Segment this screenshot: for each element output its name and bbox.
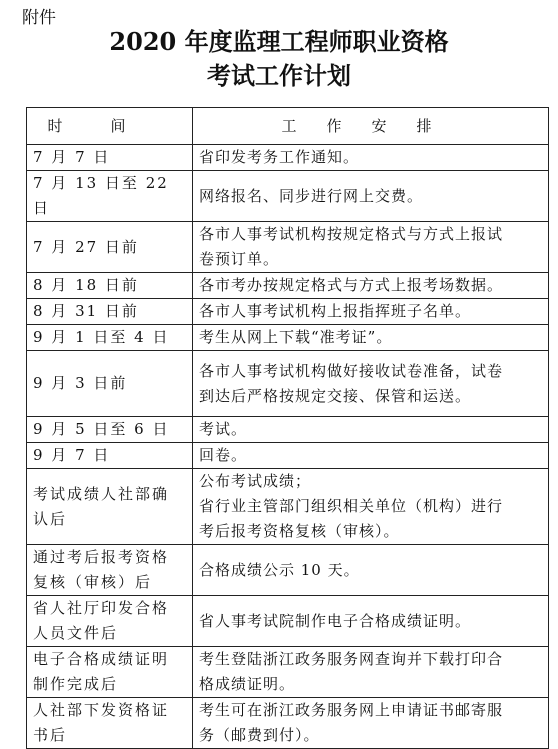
task-text-line: 各市考办按规定格式与方式上报考场数据。: [199, 276, 504, 294]
cell-time: [27, 647, 193, 698]
table-row: [27, 469, 549, 545]
task-text-line: 考生从网上下载“准考证”。: [199, 328, 393, 346]
time-text-line: 复核（审核）后: [33, 573, 153, 591]
cell-task: [193, 171, 549, 222]
document-title-line-2: 考试工作计划: [207, 61, 351, 90]
cell-task: [193, 596, 549, 647]
cell-task: [193, 469, 549, 545]
time-text-line: 7 月 13 日至 22 日: [33, 174, 169, 217]
cell-task: [193, 417, 549, 443]
table-row: [27, 299, 549, 325]
table-row: [27, 145, 549, 171]
cell-task: [193, 351, 549, 417]
table-row: [27, 596, 549, 647]
task-text-line: 各市人事考试机构做好接收试卷准备，试卷: [199, 361, 504, 380]
task-text-line: 回卷。: [199, 446, 248, 464]
time-text-line: 8 月 31 日前: [33, 302, 139, 320]
cell-task: [193, 545, 549, 596]
document-title-line-1: 2020 年度监理工程师职业资格: [109, 27, 449, 56]
cell-time: [27, 545, 193, 596]
cell-task: [193, 325, 549, 351]
time-text-line: 7 月 27 日前: [33, 237, 139, 256]
time-text-line: 考试成绩人社部确: [33, 484, 170, 503]
cell-time: [27, 299, 193, 325]
task-text-line: 各市人事考试机构上报指挥班子名单。: [199, 302, 472, 320]
cell-time: [27, 698, 193, 749]
cell-time: [27, 351, 193, 417]
cell-task: [193, 145, 549, 171]
cell-task: [193, 299, 549, 325]
cell-task: [193, 222, 549, 273]
table-row: [27, 222, 549, 273]
schedule-table: [26, 107, 549, 749]
table-row: [27, 647, 549, 698]
table-row: [27, 443, 549, 469]
cell-time: [27, 325, 193, 351]
cell-task: [193, 443, 549, 469]
task-text-line: 考生登陆浙江政务服务网查询并下载打印合: [199, 650, 504, 668]
cell-time: [27, 145, 193, 171]
time-text-line: 书后: [33, 726, 68, 744]
cell-time: [27, 222, 193, 273]
task-text-line: 卷预订单。: [199, 250, 280, 268]
task-text-line: 务（邮费到付）。: [199, 726, 320, 744]
time-text-line: 8 月 18 日前: [33, 276, 139, 294]
task-text-line: 省印发考务工作通知。: [199, 148, 360, 166]
table-row: [27, 417, 549, 443]
header-work-arrangement: 工作安排: [193, 108, 549, 145]
task-text-line: 省人事考试院制作电子合格成绩证明。: [199, 611, 472, 630]
task-text-line: 公布考试成绩；: [199, 472, 312, 490]
time-text-line: 认后: [33, 509, 68, 528]
schedule-body: [27, 145, 549, 749]
time-text-line: 7 月 7 日: [33, 148, 111, 166]
task-text-line: 合格成绩公示 10 天。: [199, 560, 360, 579]
task-text-line: 网络报名、同步进行网上交费。: [199, 186, 424, 205]
time-text-line: 制作完成后: [33, 675, 119, 693]
table-header-row: [27, 108, 549, 145]
time-text-line: 9 月 7 日: [33, 446, 111, 464]
task-text-line: 考后报考资格复核（审核）。: [199, 522, 400, 540]
table-row: [27, 325, 549, 351]
task-text-line: 格成绩证明。: [199, 675, 296, 693]
cell-time: [27, 443, 193, 469]
cell-task: [193, 647, 549, 698]
task-text-line: 考生可在浙江政务服务网上申请证书邮寄服: [199, 701, 504, 719]
time-text-line: 9 月 3 日前: [33, 374, 128, 392]
time-text-line: 人社部下发资格证: [33, 701, 170, 719]
time-text-line: 人员文件后: [33, 624, 119, 642]
task-text-line: 各市人事考试机构按规定格式与方式上报试: [199, 225, 504, 243]
table-row: [27, 273, 549, 299]
cell-task: [193, 273, 549, 299]
cell-time: [27, 171, 193, 222]
task-text-line: 到达后严格按规定交接、保管和运送。: [199, 386, 472, 405]
time-text-line: 9 月 5 日至 6 日: [33, 420, 170, 438]
table-row: [27, 545, 549, 596]
time-text-line: 省人社厅印发合格: [33, 599, 170, 617]
time-text-line: 电子合格成绩证明: [33, 650, 170, 668]
cell-task: [193, 698, 549, 749]
task-text-line: 省行业主管部门组织相关单位（机构）进行: [199, 497, 504, 515]
table-row: [27, 698, 549, 749]
table-row: [27, 171, 549, 222]
task-text-line: 考试。: [199, 420, 248, 438]
header-time: 时间: [27, 108, 193, 145]
cell-time: [27, 469, 193, 545]
cell-time: [27, 417, 193, 443]
cell-time: [27, 596, 193, 647]
time-text-line: 通过考后报考资格: [33, 548, 170, 566]
cell-time: [27, 273, 193, 299]
table-row: [27, 351, 549, 417]
attachment-label: 附件: [22, 8, 56, 28]
time-text-line: 9 月 1 日至 4 日: [33, 328, 170, 346]
